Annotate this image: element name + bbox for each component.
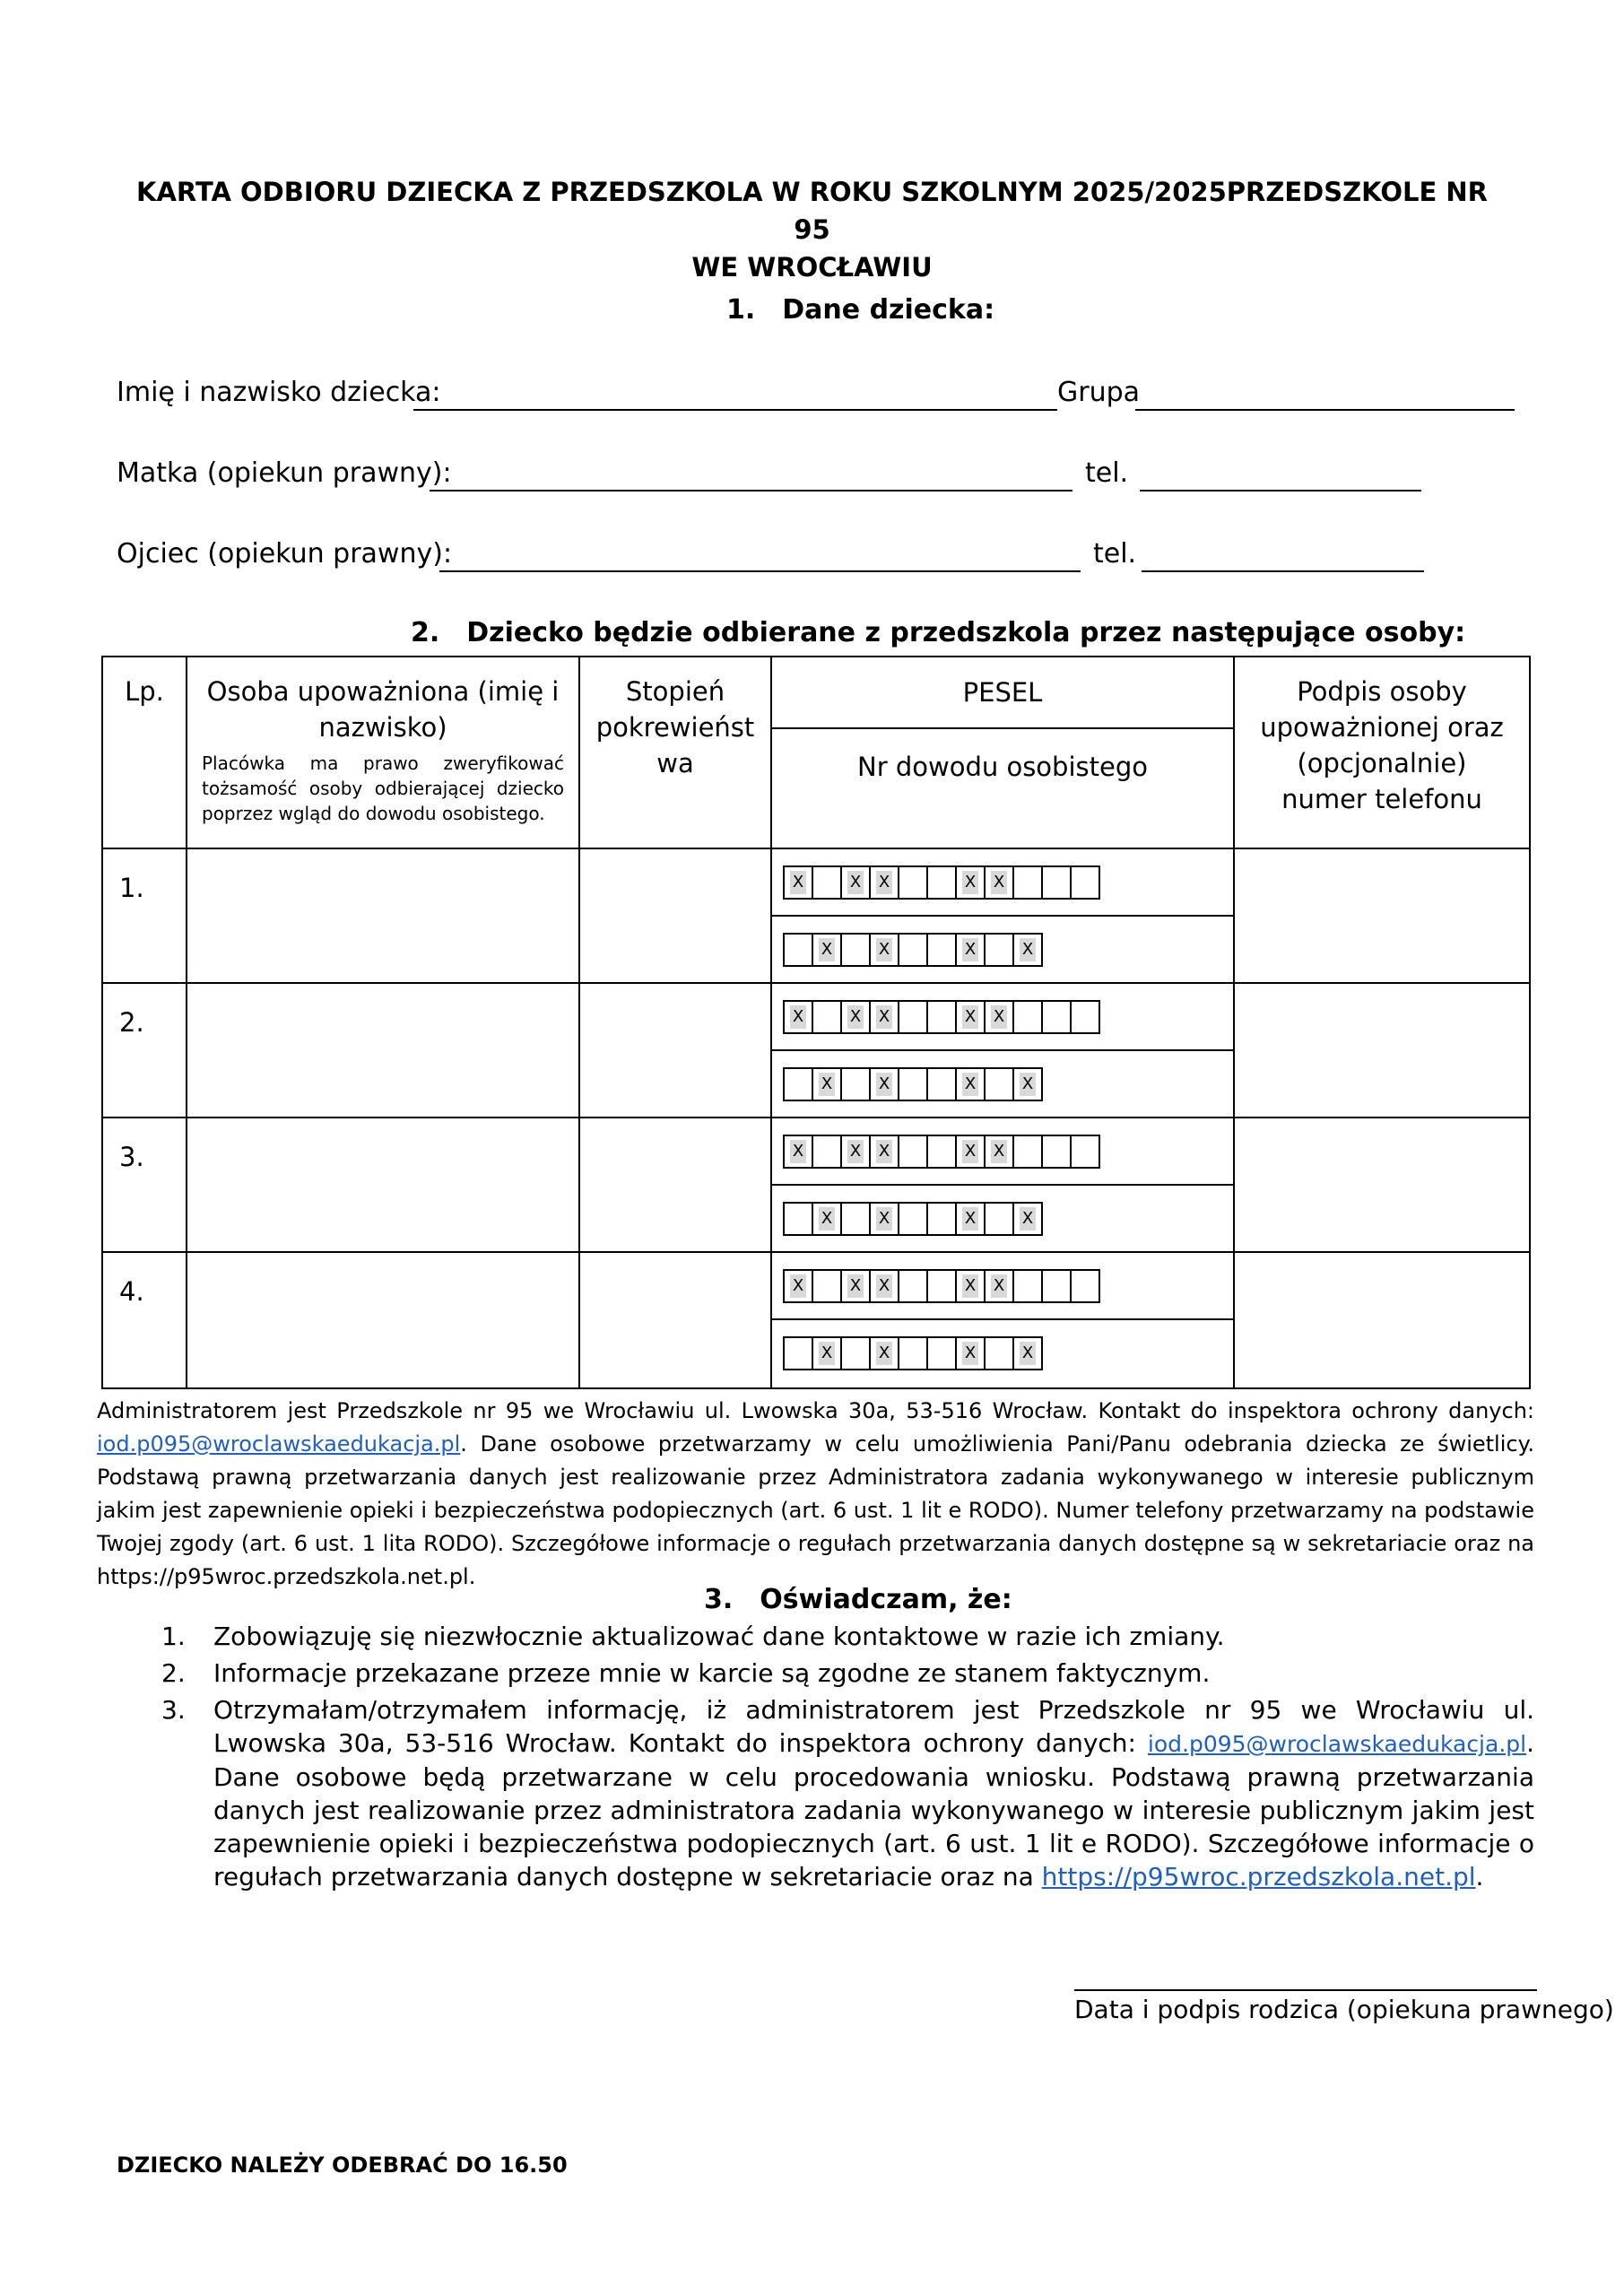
pesel-digit-box[interactable] bbox=[1012, 1000, 1043, 1034]
row-relation-cell[interactable] bbox=[579, 983, 771, 1118]
row-signature-cell[interactable] bbox=[1234, 983, 1530, 1118]
rodo-part2: . Dane osobowe przetwarzamy w celu umożliwienia Pani/Panu odebrania dziecka ze świetlicy. Podstawą prawną przetwarzania danych jest realizowanie przez Administratora zadania wykonywanego w interesie publicznym jakim jest zapewnienie opieki i bezpieczeństwa podopiecznych (art. 6 ust. 1 lit e RODO). Numer telefony przetwarzamy na podstawie Twojej zgody (art. 6 ust. 1 lita RODO). Szczegółowe informacje o regułach przetwarzania danych dostępne są w sekretariacie oraz na https://p95wroc.przedszkola.net.pl. bbox=[97, 1431, 1534, 1589]
header-pesel-label: PESEL bbox=[962, 677, 1043, 708]
pesel-digit-box[interactable] bbox=[812, 1269, 842, 1303]
section-3-heading: 3. Oświadczam, że: bbox=[704, 1584, 1012, 1615]
declaration-3-text-b: . Dane osobowe będą przetwarzane w celu procedowania wniosku. Podstawą prawną przetwarzania danych jest realizowanie przez administratora zadania wykonywanego w interesie publicznym jakim jest zapewnienie opieki i bezpieczeństwa podopiecznych (art. 6 ust. 1 lit e RODO). Szczegółowe informacje o regułach przetwarzania danych dostępne w sekretariacie oraz na bbox=[213, 1728, 1534, 1892]
header-person-label: Osoba upoważniona (imię i nazwisko) bbox=[206, 676, 560, 743]
id-card-digit-box[interactable] bbox=[898, 1067, 928, 1101]
row-signature-cell[interactable] bbox=[1234, 1118, 1530, 1252]
id-card-digit-box[interactable] bbox=[898, 1336, 928, 1370]
pesel-id-divider bbox=[772, 915, 1233, 917]
pesel-digit-box[interactable] bbox=[1041, 1000, 1072, 1034]
id-card-digit-box[interactable] bbox=[840, 1202, 871, 1236]
pesel-digit-box[interactable]: X bbox=[783, 865, 813, 900]
id-card-digit-box[interactable]: X bbox=[1012, 1202, 1043, 1236]
id-card-digit-box[interactable] bbox=[926, 1202, 957, 1236]
id-card-boxes[interactable] bbox=[785, 1067, 1043, 1101]
declaration-item-3 bbox=[161, 1693, 1534, 1926]
pesel-digit-box[interactable]: X bbox=[783, 1135, 813, 1169]
id-card-digit-box[interactable] bbox=[926, 933, 957, 967]
id-card-digit-box[interactable] bbox=[984, 1202, 1014, 1236]
row-relation-cell[interactable] bbox=[579, 1252, 771, 1388]
pesel-digit-box[interactable] bbox=[926, 865, 957, 900]
mother-tel-label: tel. bbox=[1085, 457, 1129, 489]
parent-signature-line[interactable] bbox=[1074, 1989, 1537, 1991]
parent-signature-label: Data i podpis rodzica (opiekuna prawnego) bbox=[1074, 1995, 1614, 2024]
row-signature-cell[interactable] bbox=[1234, 848, 1530, 983]
rodo-part1: Administratorem jest Przedszkole nr 95 we Wrocławiu ul. Lwowska 30a, 53-516 Wrocław. Kontakt do inspektora ochrony danych: bbox=[97, 1398, 1534, 1423]
id-card-digit-box[interactable] bbox=[984, 933, 1014, 967]
document-title bbox=[135, 173, 1489, 286]
pesel-digit-box[interactable]: X bbox=[984, 1269, 1014, 1303]
pesel-digit-box[interactable]: X bbox=[869, 1135, 899, 1169]
authorized-persons-table bbox=[101, 656, 1531, 1389]
declaration-item-2 bbox=[161, 1657, 1534, 1692]
id-card-digit-box[interactable] bbox=[783, 1067, 813, 1101]
id-card-digit-box[interactable]: X bbox=[869, 1336, 899, 1370]
pesel-digit-box[interactable]: X bbox=[955, 865, 986, 900]
id-card-digit-box[interactable]: X bbox=[955, 933, 986, 967]
declaration-3-text-c: . bbox=[1475, 1862, 1484, 1892]
id-card-digit-box[interactable] bbox=[898, 933, 928, 967]
pesel-digit-box[interactable] bbox=[1012, 1135, 1043, 1169]
pesel-digit-box[interactable] bbox=[926, 1000, 957, 1034]
row-pesel-id-cell bbox=[771, 1252, 1234, 1388]
header-relation-label: Stopień pokrewieńst wa bbox=[595, 676, 755, 778]
id-card-digit-box[interactable] bbox=[783, 1336, 813, 1370]
pesel-boxes[interactable] bbox=[785, 865, 1100, 900]
id-card-digit-box[interactable] bbox=[984, 1067, 1014, 1101]
row-signature-cell[interactable] bbox=[1234, 1252, 1530, 1388]
mother-tel-line[interactable] bbox=[1140, 490, 1421, 491]
rodo-notice bbox=[97, 1395, 1534, 1594]
id-card-digit-box[interactable] bbox=[898, 1202, 928, 1236]
row-lp: 2. bbox=[102, 983, 187, 1118]
pesel-digit-box[interactable]: X bbox=[984, 1135, 1014, 1169]
table-row bbox=[102, 1118, 1530, 1252]
declaration-num-2: 2. bbox=[161, 1658, 186, 1688]
row-lp: 1. bbox=[102, 848, 187, 983]
id-card-digit-box[interactable]: X bbox=[812, 1336, 842, 1370]
pesel-digit-box[interactable]: X bbox=[783, 1269, 813, 1303]
pesel-digit-box[interactable]: X bbox=[869, 1269, 899, 1303]
declaration-item-1 bbox=[161, 1620, 1534, 1656]
title-line-2: WE WROCŁAWIU bbox=[691, 252, 933, 283]
table-row bbox=[102, 983, 1530, 1118]
title-line-1: KARTA ODBIORU DZIECKA Z PRZEDSZKOLA W ROKU SZKOLNYM 2025/2025PRZEDSZKOLE NR 95 bbox=[136, 177, 1488, 245]
pesel-digit-box[interactable]: X bbox=[840, 1000, 871, 1034]
id-card-digit-box[interactable]: X bbox=[1012, 1067, 1043, 1101]
pesel-digit-box[interactable] bbox=[1070, 1269, 1100, 1303]
pesel-digit-box[interactable]: X bbox=[955, 1000, 986, 1034]
pesel-digit-box[interactable]: X bbox=[984, 865, 1014, 900]
table-row bbox=[102, 848, 1530, 983]
row-pesel-id-cell bbox=[771, 848, 1234, 983]
declaration-3-url-link[interactable]: https://p95wroc.przedszkola.net.pl bbox=[1041, 1862, 1476, 1892]
row-person-cell[interactable] bbox=[187, 1252, 579, 1388]
id-card-digit-box[interactable] bbox=[783, 1202, 813, 1236]
group-line[interactable] bbox=[1135, 409, 1515, 411]
row-pesel-id-cell bbox=[771, 1118, 1234, 1252]
row-relation-cell[interactable] bbox=[579, 1118, 771, 1252]
pesel-digit-box[interactable] bbox=[926, 1269, 957, 1303]
pesel-digit-box[interactable] bbox=[898, 865, 928, 900]
mother-field[interactable] bbox=[117, 457, 1515, 493]
pesel-boxes[interactable] bbox=[785, 1135, 1100, 1169]
declaration-text-3 bbox=[213, 1693, 1534, 1893]
id-card-boxes[interactable] bbox=[785, 1336, 1043, 1370]
pesel-digit-box[interactable] bbox=[1070, 1135, 1100, 1169]
id-card-digit-box[interactable] bbox=[783, 933, 813, 967]
mother-line[interactable] bbox=[430, 490, 1073, 491]
id-card-digit-box[interactable] bbox=[840, 1067, 871, 1101]
father-line[interactable] bbox=[439, 570, 1081, 572]
pesel-boxes[interactable] bbox=[785, 1000, 1100, 1034]
id-card-boxes[interactable] bbox=[785, 933, 1043, 967]
id-card-digit-box[interactable]: X bbox=[955, 1336, 986, 1370]
pickup-time-note: DZIECKO NALEŻY ODEBRAĆ DO 16.50 bbox=[117, 2152, 568, 2178]
id-card-digit-box[interactable]: X bbox=[812, 933, 842, 967]
row-relation-cell[interactable] bbox=[579, 848, 771, 983]
pesel-digit-box[interactable] bbox=[812, 1000, 842, 1034]
pesel-digit-box[interactable] bbox=[1041, 865, 1072, 900]
pesel-digit-box[interactable] bbox=[1041, 1135, 1072, 1169]
id-card-digit-box[interactable] bbox=[926, 1067, 957, 1101]
pesel-digit-box[interactable] bbox=[812, 865, 842, 900]
row-lp: 4. bbox=[102, 1252, 187, 1388]
table-header-row bbox=[102, 657, 1530, 848]
id-card-digit-box[interactable]: X bbox=[812, 1067, 842, 1101]
pesel-digit-box[interactable]: X bbox=[783, 1000, 813, 1034]
header-id-label: Nr dowodu osobistego bbox=[772, 727, 1233, 804]
header-person bbox=[187, 657, 579, 848]
pesel-digit-box[interactable] bbox=[1041, 1269, 1072, 1303]
pesel-digit-box[interactable]: X bbox=[955, 1269, 986, 1303]
father-tel-label: tel. bbox=[1093, 538, 1137, 570]
pesel-digit-box[interactable] bbox=[926, 1135, 957, 1169]
child-name-label: Imię i nazwisko dziecka: bbox=[117, 377, 441, 408]
pesel-id-divider bbox=[772, 1049, 1233, 1051]
id-card-boxes[interactable] bbox=[785, 1202, 1043, 1236]
row-pesel-id-cell bbox=[771, 983, 1234, 1118]
group-label: Grupa bbox=[1057, 377, 1141, 408]
pesel-digit-box[interactable] bbox=[1012, 865, 1043, 900]
child-name-field[interactable] bbox=[117, 377, 1515, 413]
section-1-heading: 1. Dane dziecka: bbox=[726, 294, 995, 326]
declaration-text-1: Zobowiązuję się niezwłocznie aktualizować dane kontaktowe w razie ich zmiany. bbox=[213, 1622, 1225, 1651]
declaration-3-email-link[interactable]: iod.p095@wroclawskaedukacja.pl bbox=[1147, 1731, 1527, 1757]
pesel-digit-box[interactable] bbox=[898, 1135, 928, 1169]
father-tel-line[interactable] bbox=[1142, 570, 1424, 572]
pesel-digit-box[interactable] bbox=[812, 1135, 842, 1169]
section-2-heading: 2. Dziecko będzie odbierane z przedszkola przez następujące osoby: bbox=[411, 617, 1466, 648]
pesel-id-divider bbox=[772, 1184, 1233, 1186]
pesel-digit-box[interactable]: X bbox=[840, 865, 871, 900]
child-name-line[interactable] bbox=[413, 409, 1057, 411]
id-card-digit-box[interactable]: X bbox=[869, 1202, 899, 1236]
pesel-digit-box[interactable] bbox=[898, 1000, 928, 1034]
id-card-digit-box[interactable] bbox=[840, 933, 871, 967]
id-card-digit-box[interactable] bbox=[984, 1336, 1014, 1370]
id-card-digit-box[interactable]: X bbox=[955, 1067, 986, 1101]
pesel-digit-box[interactable] bbox=[898, 1269, 928, 1303]
header-pesel-id bbox=[771, 657, 1234, 848]
row-lp: 3. bbox=[102, 1118, 187, 1252]
id-card-digit-box[interactable]: X bbox=[1012, 1336, 1043, 1370]
declaration-3-text-a: Otrzymałam/otrzymałem informację, iż administratorem jest Przedszkole nr 95 we Wrocławiu ul. Lwowska 30a, 53-516 Wrocław. Kontakt do inspektora ochrony danych: bbox=[213, 1695, 1534, 1758]
id-card-digit-box[interactable]: X bbox=[812, 1202, 842, 1236]
declaration-num-1: 1. bbox=[161, 1622, 186, 1651]
pesel-digit-box[interactable]: X bbox=[840, 1269, 871, 1303]
header-lp-label: Lp. bbox=[125, 676, 164, 707]
id-card-digit-box[interactable]: X bbox=[1012, 933, 1043, 967]
mother-label: Matka (opiekun prawny): bbox=[117, 457, 452, 489]
row-person-cell[interactable] bbox=[187, 983, 579, 1118]
id-card-digit-box[interactable] bbox=[840, 1336, 871, 1370]
header-person-note: Placówka ma prawo zweryfikować tożsamość osoby odbierającej dziecko poprzez wgląd do dowodu osobistego. bbox=[202, 752, 564, 824]
declaration-text-2: Informacje przekazane przeze mnie w karcie są zgodne ze stanem faktycznym. bbox=[213, 1658, 1211, 1688]
table-row bbox=[102, 1252, 1530, 1388]
pesel-digit-box[interactable]: X bbox=[984, 1000, 1014, 1034]
pesel-digit-box[interactable] bbox=[1070, 1000, 1100, 1034]
pesel-digit-box[interactable] bbox=[1070, 865, 1100, 900]
rodo-email-link[interactable]: iod.p095@wroclawskaedukacja.pl bbox=[97, 1431, 461, 1457]
pesel-id-divider bbox=[772, 1318, 1233, 1320]
row-person-cell[interactable] bbox=[187, 1118, 579, 1252]
id-card-digit-box[interactable]: X bbox=[869, 1067, 899, 1101]
header-relation bbox=[579, 657, 771, 848]
pesel-boxes[interactable] bbox=[785, 1269, 1100, 1303]
pesel-digit-box[interactable]: X bbox=[869, 1000, 899, 1034]
header-lp bbox=[102, 657, 187, 848]
pesel-digit-box[interactable]: X bbox=[955, 1135, 986, 1169]
pesel-digit-box[interactable]: X bbox=[869, 865, 899, 900]
id-card-digit-box[interactable] bbox=[926, 1336, 957, 1370]
header-signature-label: Podpis osoby upoważnionej oraz (opcjonalnie) numer telefonu bbox=[1260, 676, 1504, 814]
id-card-digit-box[interactable]: X bbox=[869, 933, 899, 967]
row-person-cell[interactable] bbox=[187, 848, 579, 983]
id-card-digit-box[interactable]: X bbox=[955, 1202, 986, 1236]
header-signature bbox=[1234, 657, 1530, 848]
father-label: Ojciec (opiekun prawny): bbox=[117, 538, 453, 570]
father-field[interactable] bbox=[117, 538, 1515, 574]
pesel-digit-box[interactable]: X bbox=[840, 1135, 871, 1169]
declaration-num-3: 3. bbox=[161, 1695, 186, 1725]
pesel-digit-box[interactable] bbox=[1012, 1269, 1043, 1303]
